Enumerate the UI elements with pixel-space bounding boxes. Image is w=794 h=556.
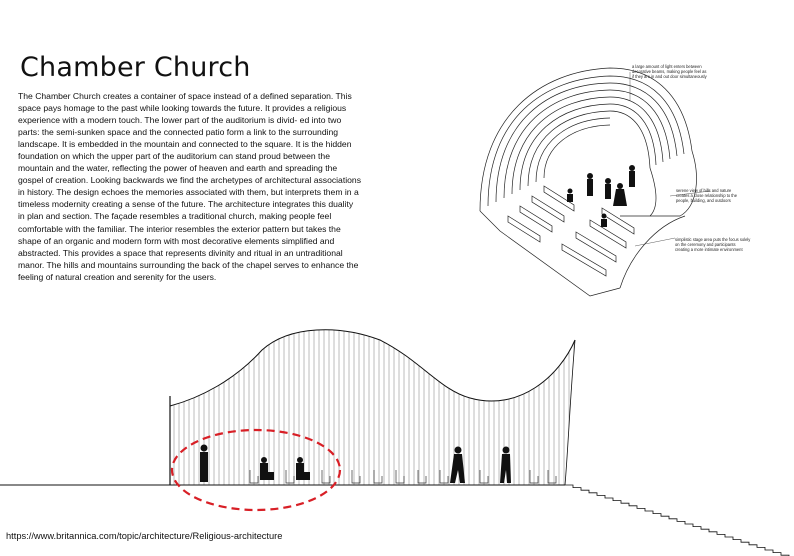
annotation-light-1: a large amount of light enters between [632,64,702,69]
section-drawing [0,320,794,520]
annotation-scene-3: people, building, and outdoors [676,198,731,203]
annotation-scene-1: serene view of hills and nature [676,188,732,193]
page-title: Chamber Church [20,52,251,83]
annotation-light-3: if they are in and out door simultaneously [632,74,707,79]
annotation-scene-2: creates a close relationship to the [676,193,737,198]
source-url: https://www.britannica.com/topic/architecture/Religious-architecture [6,531,283,541]
annotation-light-2: decorative beams, making people feel as [632,69,707,74]
annotation-stage-3: creating a more intimate environment [675,247,743,252]
section-figures [200,445,511,484]
annotation-stage-2: on the ceremony and participants [675,242,736,247]
description-text: The Chamber Church creates a container of space instead of a defined separation. This space pays homage to the past while looking towards the future. It provides a religious experience with a modern touch. The lower part of the auditorium is divid- ed into two parts: the semi-sunken space and the connected patio form a link to the surrounding landscape. It is embedded in the mountain and connected to the square. It is the hidden foundation on which the upper part of the auditorium can stand proud between the mountain and the water, reflecting the power of heaven and earth and spreading the gospel of creation. Looking backwards we find the archetypes of architectural associations in history. The design echoes the memories associated with them, but interprets them in a timeless modernity creating a sense of the future. The architecture integrates this duality in plan and section. The façade resembles a traditional church, making people feel comfortable with the familiar. The interior resembles the exterior pattern but takes the shape of an organic and modern form with most decorative elements simplified and abstracted. This provides a space that represents divinity and ritual in an untraditional manor. The hills and mountains surrounding the back of the chapel serves to enhance the feeling of natural creation and serenity for the users. [18,91,361,282]
annotation-stage-1: simplistic stage area puts the focus solely [675,237,751,242]
interior-isometric-drawing [470,56,751,300]
highlight-ellipse [172,430,340,510]
